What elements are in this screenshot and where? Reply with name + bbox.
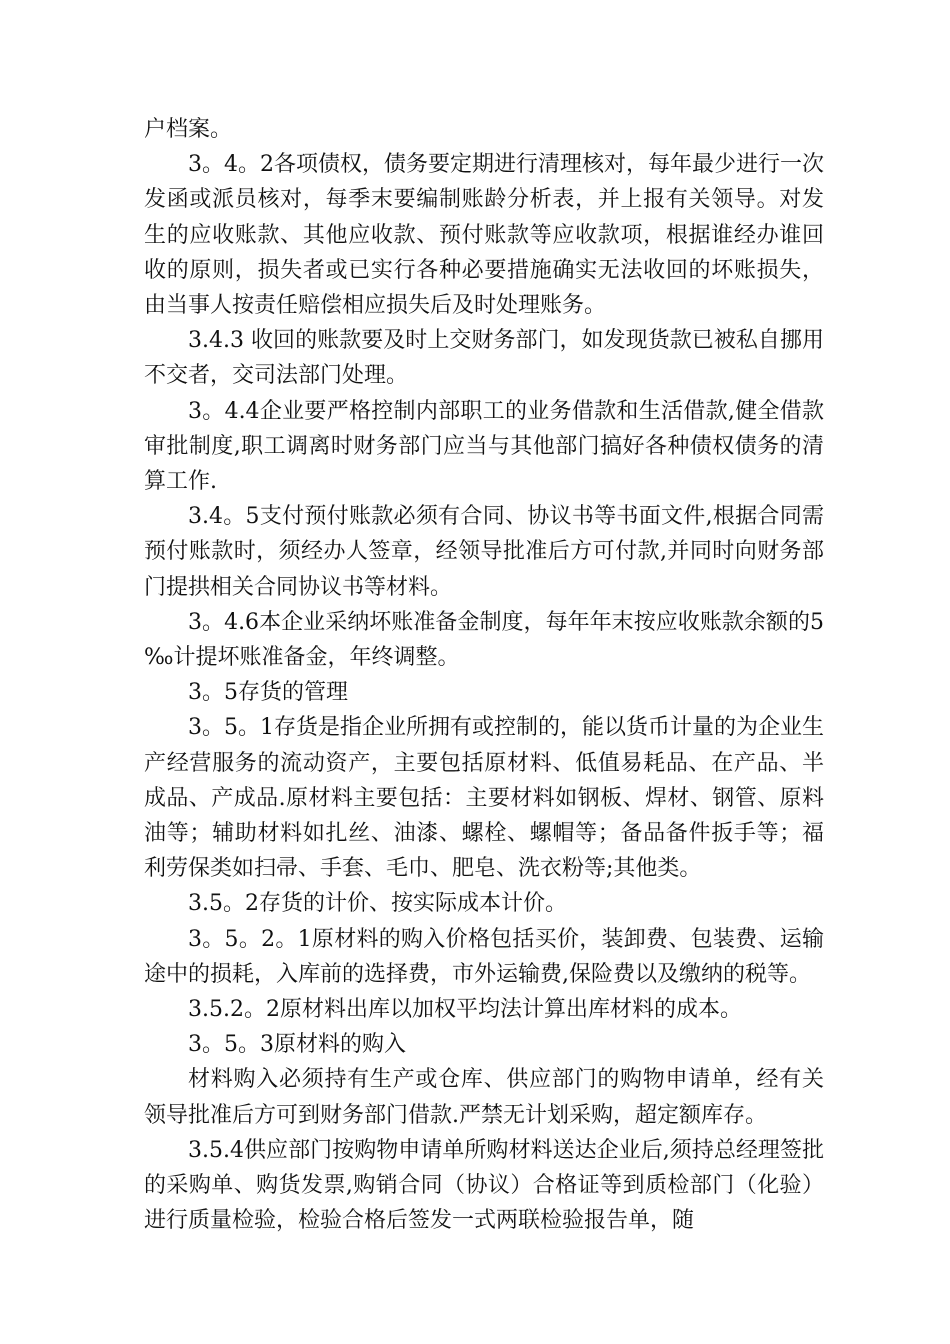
document-body bbox=[144, 112, 824, 1239]
paragraph-3-4-4: 3。4.4企业要严格控制内部职工的业务借款和生活借款,健全借款审批制度,职工调离时财务部门应当与其他部门搞好各种债权债务的清算工作. bbox=[144, 398, 824, 495]
paragraph-3-4-2: 3。4。2各项债权，债务要定期进行清理核对，每年最少进行一次发函或派员核对，每季末要编制账龄分析表，并上报有关领导。对发生的应收账款、其他应收款、预付账款等应收款项，根据谁经办谁回收的原则，损失者或已实行各种必要措施确实无法收回的坏账损失，由当事人按责任赔偿相应损失后及时处理账务。 bbox=[144, 152, 824, 319]
paragraph-3-5-2-2: 3.5.2。2原材料出库以加权平均法计算出库材料的成本。 bbox=[188, 997, 742, 1023]
paragraph-3-5-2: 3.5。2存货的计价、按实际成本计价。 bbox=[188, 891, 567, 917]
section-heading-3-5: 3。5存货的管理 bbox=[188, 680, 348, 706]
paragraph-3-4-3: 3.4.3 收回的账款要及时上交财务部门，如发现货款已被私自挪用不交者，交司法部门处理。 bbox=[144, 328, 824, 389]
paragraph-3-4-6: 3。4.6本企业采纳坏账准备金制度，每年年末按应收账款余额的5‰计提坏账准备金，年终调整。 bbox=[144, 609, 824, 671]
paragraph-material-purchase: 材料购入必须持有生产或仓库、供应部门的购物申请单，经有关领导批准后方可到财务部门借款.严禁无计划采购，超定额库存。 bbox=[144, 1067, 824, 1128]
paragraph-3-5-4: 3.5.4供应部门按购物申请单所购材料送达企业后,须持总经理签批的采购单、购货发票,购销合同（协议）合格证等到质检部门（化验）进行质量检验，检验合格后签发一式两联检验报告单，随 bbox=[144, 1137, 824, 1234]
paragraph-3-5-1: 3。5。1存货是指企业所拥有或控制的，能以货币计量的为企业生产经营服务的流动资产，主要包括原材料、低值易耗品、在产品、半成品、产成品.原材料主要包括：主要材料如钢板、焊材、钢管、原料油等；辅助材料如扎丝、油漆、螺栓、螺帽等；备品备件扳手等；福利劳保类如扫帚、手套、毛巾、肥皂、洗衣粉等;其他类。 bbox=[144, 715, 824, 882]
paragraph-3-4-5: 3.4。5支付预付账款必须有合同、协议书等书面文件,根据合同需预付账款时，须经办人签章，经领导批准后方可付款,并同时向财务部门提拱相关合同协议书等材料。 bbox=[144, 504, 824, 600]
paragraph-3-5-2-1: 3。5。2。1原材料的购入价格包括买价，装卸费、包装费、运输途中的损耗，入库前的选择费，市外运输费,保险费以及缴纳的税等。 bbox=[144, 926, 824, 987]
section-heading-3-5-3: 3。5。3原材料的购入 bbox=[188, 1032, 406, 1058]
paragraph-continuation: 户档案。 bbox=[144, 117, 233, 142]
